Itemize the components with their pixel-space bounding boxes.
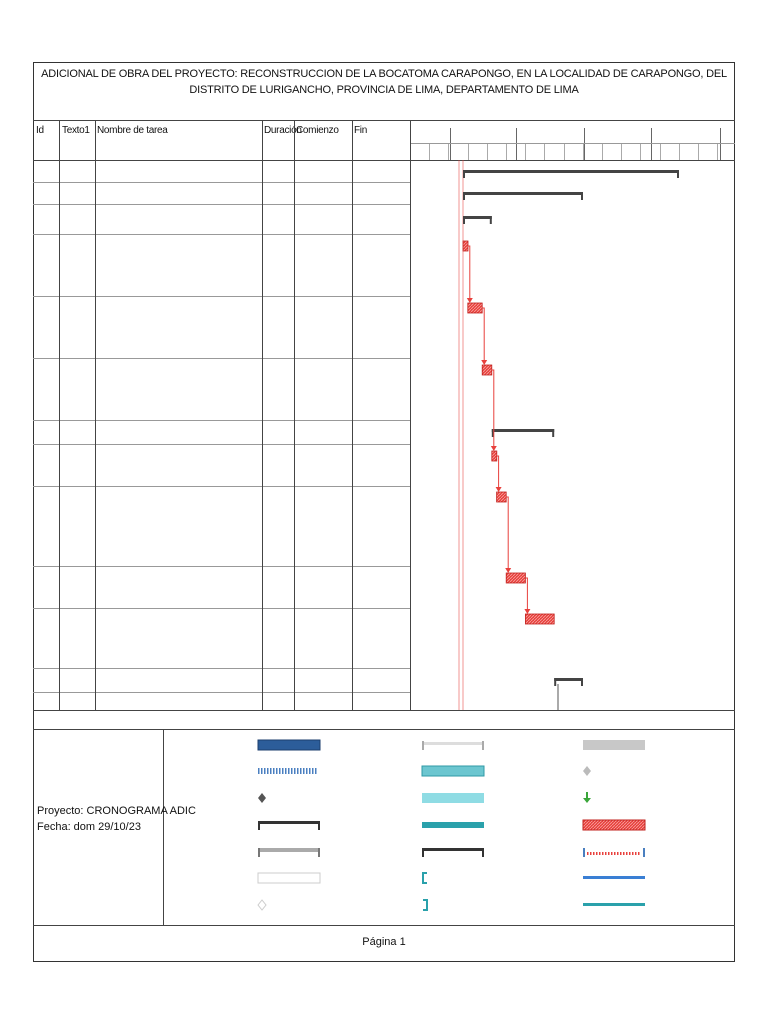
legend-symbol <box>423 900 427 910</box>
legend-symbol <box>258 848 320 857</box>
column-divider <box>294 120 295 710</box>
legend-symbol <box>258 793 266 803</box>
col-header-texto1: Texto1 <box>62 125 90 136</box>
legend-symbol <box>258 768 317 774</box>
column-divider <box>59 120 60 710</box>
legend-symbol <box>583 876 645 879</box>
legend-symbol <box>422 822 484 828</box>
legend-symbol <box>258 740 320 750</box>
document-title: ADICIONAL DE OBRA DEL PROYECTO: RECONSTRUCCION DE LA BOCATOMA CARAPONGO, EN LA LOCALIDAD DE CARAPONGO, DEL DISTRITO DE LURIGANCHO, PROVINCIA DE LIMA, DEPARTAMENTO DE LIMA <box>41 68 727 96</box>
col-header-nombre: Nombre de tarea <box>97 125 168 136</box>
column-divider <box>352 120 353 710</box>
legend-symbol <box>583 766 591 776</box>
legend-symbol <box>583 903 645 906</box>
legend-symbol <box>583 740 645 750</box>
page-number: Página 1 <box>362 936 406 948</box>
col-header-duracion: Duración <box>264 125 302 136</box>
legend-symbol <box>422 848 484 857</box>
col-header-comienzo: Comienzo <box>296 125 339 136</box>
legend-symbol <box>258 873 320 883</box>
legend-symbol <box>422 766 484 776</box>
col-header-fin: Fin <box>354 125 367 136</box>
col-header-id: Id <box>36 125 44 136</box>
legend-symbol <box>258 900 266 910</box>
legend-symbol <box>583 848 645 857</box>
legend-symbol <box>258 821 320 830</box>
project-date: Fecha: dom 29/10/23 <box>37 821 141 833</box>
project-name: Proyecto: CRONOGRAMA ADIC <box>37 805 196 817</box>
legend-symbol <box>583 820 645 830</box>
legend-symbol <box>423 873 427 883</box>
column-divider <box>262 120 263 710</box>
column-divider <box>95 120 96 710</box>
legend-symbol <box>583 792 591 803</box>
column-divider <box>410 120 411 710</box>
legend-symbol <box>422 793 484 803</box>
legend-symbol <box>422 741 484 750</box>
